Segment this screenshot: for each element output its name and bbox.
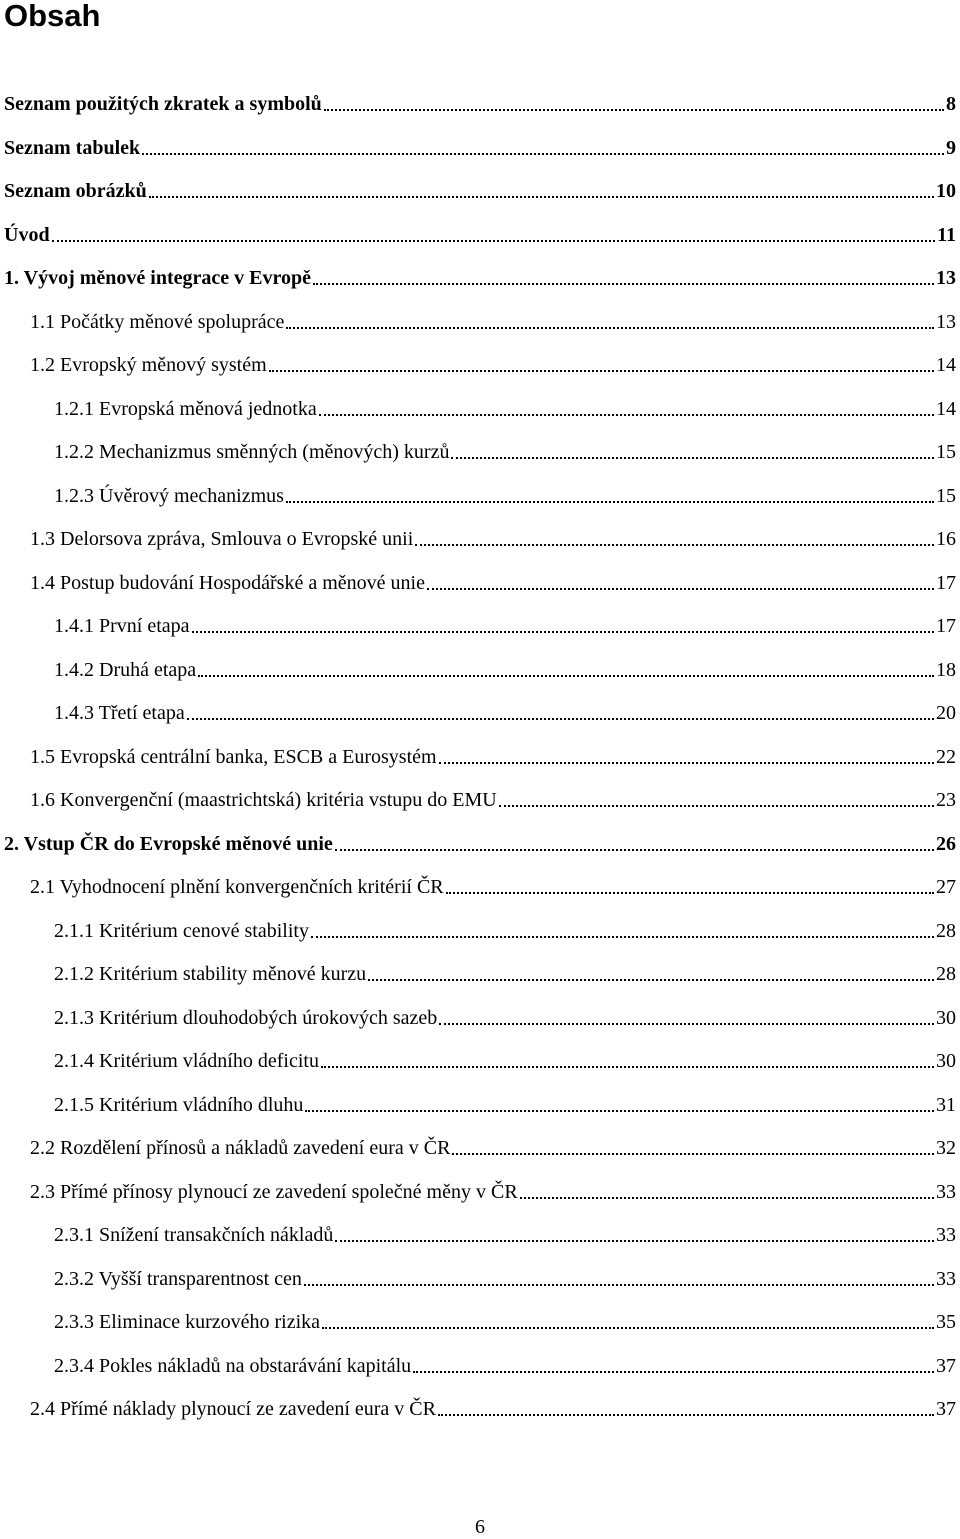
dot-leader: [304, 1284, 934, 1286]
toc-entry-title: 1.5 Evropská centrální banka, ESCB a Eurosystém: [30, 745, 437, 768]
dot-leader: [142, 153, 944, 155]
toc-entry[interactable]: [54, 1266, 956, 1292]
toc-entry[interactable]: [30, 787, 956, 813]
toc-entry[interactable]: [4, 831, 956, 857]
toc-entry-page: 35: [936, 1311, 956, 1333]
toc-entry-title: 2.3.1 Snížení transakčních nákladů: [54, 1224, 334, 1246]
toc-entry[interactable]: [54, 396, 956, 422]
toc-entry-page: 8: [946, 93, 956, 115]
toc-entry-title: 2.3 Přímé přínosy plynoucí ze zavedení společné měny v ČR: [30, 1180, 518, 1203]
dot-leader: [198, 675, 934, 677]
dot-leader: [311, 936, 934, 938]
dot-leader: [286, 501, 934, 503]
toc-entry[interactable]: [54, 483, 956, 509]
toc-entry-page: 20: [936, 702, 956, 724]
dot-leader: [319, 414, 934, 416]
toc-entry[interactable]: [54, 918, 956, 944]
toc-entry[interactable]: [54, 1353, 956, 1379]
page-number: 6: [475, 1516, 485, 1538]
dot-leader: [305, 1110, 934, 1112]
dot-leader: [413, 1371, 934, 1373]
dot-leader: [520, 1197, 934, 1199]
toc-entry[interactable]: [30, 570, 956, 596]
toc-entry-title: 2.1 Vyhodnocení plnění konvergenčních kritérií ČR: [30, 876, 444, 898]
toc-entry-page: 37: [936, 1398, 956, 1420]
toc-entry[interactable]: [4, 91, 956, 117]
dot-leader: [451, 457, 934, 459]
dot-leader: [187, 718, 934, 720]
toc-entry-page: 22: [936, 745, 956, 768]
toc-entry-title: 1.4.2 Druhá etapa: [54, 658, 197, 681]
toc-entry-page: 11: [937, 223, 956, 246]
toc-entry-page: 14: [936, 354, 956, 376]
toc-entry-title: 2.1.1 Kritérium cenové stability: [54, 919, 309, 942]
toc-entry-page: 16: [936, 528, 956, 550]
toc-entry-title: 1.3 Delorsova zpráva, Smlouva o Evropské unii: [30, 528, 414, 550]
dot-leader: [335, 849, 934, 851]
toc-entry[interactable]: [54, 1092, 956, 1118]
toc-entry-title: 1.4 Postup budování Hospodářské a měnové unie: [30, 571, 425, 594]
toc-entry-page: 30: [936, 1006, 956, 1029]
toc-entry[interactable]: [30, 874, 956, 900]
dot-leader: [446, 892, 934, 894]
dot-leader: [415, 544, 934, 546]
dot-leader: [149, 196, 934, 198]
toc-entry-page: 28: [936, 963, 956, 985]
toc-entry[interactable]: [54, 700, 956, 726]
dot-leader: [499, 805, 934, 807]
toc-entry-title: 2.1.3 Kritérium dlouhodobých úrokových sazeb: [54, 1006, 438, 1029]
toc-entry[interactable]: [54, 657, 956, 683]
dot-leader: [192, 631, 934, 633]
toc-entry-page: 13: [936, 267, 956, 289]
toc-entry-page: 33: [936, 1267, 956, 1290]
dot-leader: [439, 1023, 934, 1025]
toc-entry-page: 31: [936, 1093, 956, 1116]
toc-entry[interactable]: [54, 1005, 956, 1031]
toc-entry-title: 1.6 Konvergenční (maastrichtská) kritéria vstupu do EMU: [30, 789, 497, 811]
toc-entry-title: 1.4.3 Třetí etapa: [54, 702, 185, 724]
toc-entry-title: 2.1.2 Kritérium stability měnové kurzu: [54, 963, 367, 985]
toc-entry-title: 1.2.1 Evropská měnová jednotka: [54, 397, 317, 420]
dot-leader: [313, 283, 934, 285]
toc-entry-page: 28: [936, 919, 956, 942]
toc-entry-page: 15: [936, 441, 956, 463]
toc-entry[interactable]: [30, 1135, 956, 1161]
dot-leader: [322, 1327, 934, 1329]
toc-entry-page: 30: [936, 1050, 956, 1072]
toc-entry-title: 1.2 Evropský měnový systém: [30, 354, 267, 376]
toc-entry[interactable]: [54, 1048, 956, 1074]
toc-entry-title: 1.2.2 Mechanizmus směnných (měnových) kurzů: [54, 441, 450, 463]
toc-entry-title: 1.4.1 První etapa: [54, 615, 190, 637]
dot-leader: [452, 1153, 934, 1155]
toc-entry-page: 37: [936, 1354, 956, 1377]
dot-leader: [439, 762, 934, 764]
toc-entry-page: 17: [936, 571, 956, 594]
toc-entry-page: 13: [936, 310, 956, 333]
toc-entry-page: 32: [936, 1137, 956, 1159]
toc-entry-title: 2.3.2 Vyšší transparentnost cen: [54, 1267, 302, 1290]
toc-entry[interactable]: [30, 352, 956, 378]
dot-leader: [427, 588, 934, 590]
toc-entry-page: 18: [936, 658, 956, 681]
toc-entry-page: 14: [936, 397, 956, 420]
toc-entry-title: 2.1.5 Kritérium vládního dluhu: [54, 1093, 304, 1116]
toc-entry-page: 10: [936, 180, 956, 202]
toc-entry-title: 2. Vstup ČR do Evropské měnové unie: [4, 832, 333, 855]
toc-entry[interactable]: [54, 439, 956, 465]
dot-leader: [321, 1066, 934, 1068]
toc-entry-title: 2.2 Rozdělení přínosů a nákladů zavedení eura v ČR: [30, 1137, 451, 1159]
toc-entry[interactable]: [30, 526, 956, 552]
toc-entry-page: 26: [936, 832, 956, 855]
toc-entry[interactable]: [4, 178, 956, 204]
toc-entry-page: 23: [936, 789, 956, 811]
toc-entry-title: Úvod: [4, 223, 50, 246]
toc-entry-title: 2.3.3 Eliminace kurzového rizika: [54, 1311, 321, 1333]
toc-entry-title: 1. Vývoj měnové integrace v Evropě: [4, 267, 311, 289]
toc-entry[interactable]: [4, 265, 956, 291]
toc-entry-page: 9: [946, 136, 956, 159]
toc-entry-page: 33: [936, 1224, 956, 1246]
dot-leader: [286, 327, 934, 329]
toc-entry-title: 1.2.3 Úvěrový mechanizmus: [54, 484, 284, 507]
toc-entry-title: 2.1.4 Kritérium vládního deficitu: [54, 1050, 319, 1072]
toc-entry-title: Seznam obrázků: [4, 180, 147, 202]
toc-entry-page: 17: [936, 615, 956, 637]
toc-entry-page: 15: [936, 484, 956, 507]
toc-entry[interactable]: [54, 1222, 956, 1248]
dot-leader: [324, 109, 944, 111]
toc-entry[interactable]: [4, 222, 956, 248]
toc-entry-page: 27: [936, 876, 956, 898]
dot-leader: [335, 1240, 934, 1242]
dot-leader: [438, 1414, 934, 1416]
toc-entry[interactable]: [30, 744, 956, 770]
toc-entry[interactable]: [54, 613, 956, 639]
dot-leader: [368, 979, 934, 981]
toc-entry[interactable]: [54, 961, 956, 987]
toc-entry[interactable]: [30, 1396, 956, 1422]
dot-leader: [52, 240, 936, 242]
toc-entry[interactable]: [4, 135, 956, 161]
toc-entry[interactable]: [30, 309, 956, 335]
dot-leader: [269, 370, 934, 372]
toc-entry[interactable]: [54, 1309, 956, 1335]
toc-entry[interactable]: [30, 1179, 956, 1205]
toc-entry-title: Seznam použitých zkratek a symbolů: [4, 93, 322, 115]
page-title: Obsah: [4, 0, 101, 33]
toc-entry-page: 33: [936, 1180, 956, 1203]
toc-entry-title: Seznam tabulek: [4, 136, 141, 159]
toc-entry-title: 1.1 Počátky měnové spolupráce: [30, 310, 285, 333]
toc-entry-title: 2.3.4 Pokles nákladů na obstarávání kapitálu: [54, 1354, 412, 1377]
toc-entry-title: 2.4 Přímé náklady plynoucí ze zavedení eura v ČR: [30, 1398, 436, 1420]
